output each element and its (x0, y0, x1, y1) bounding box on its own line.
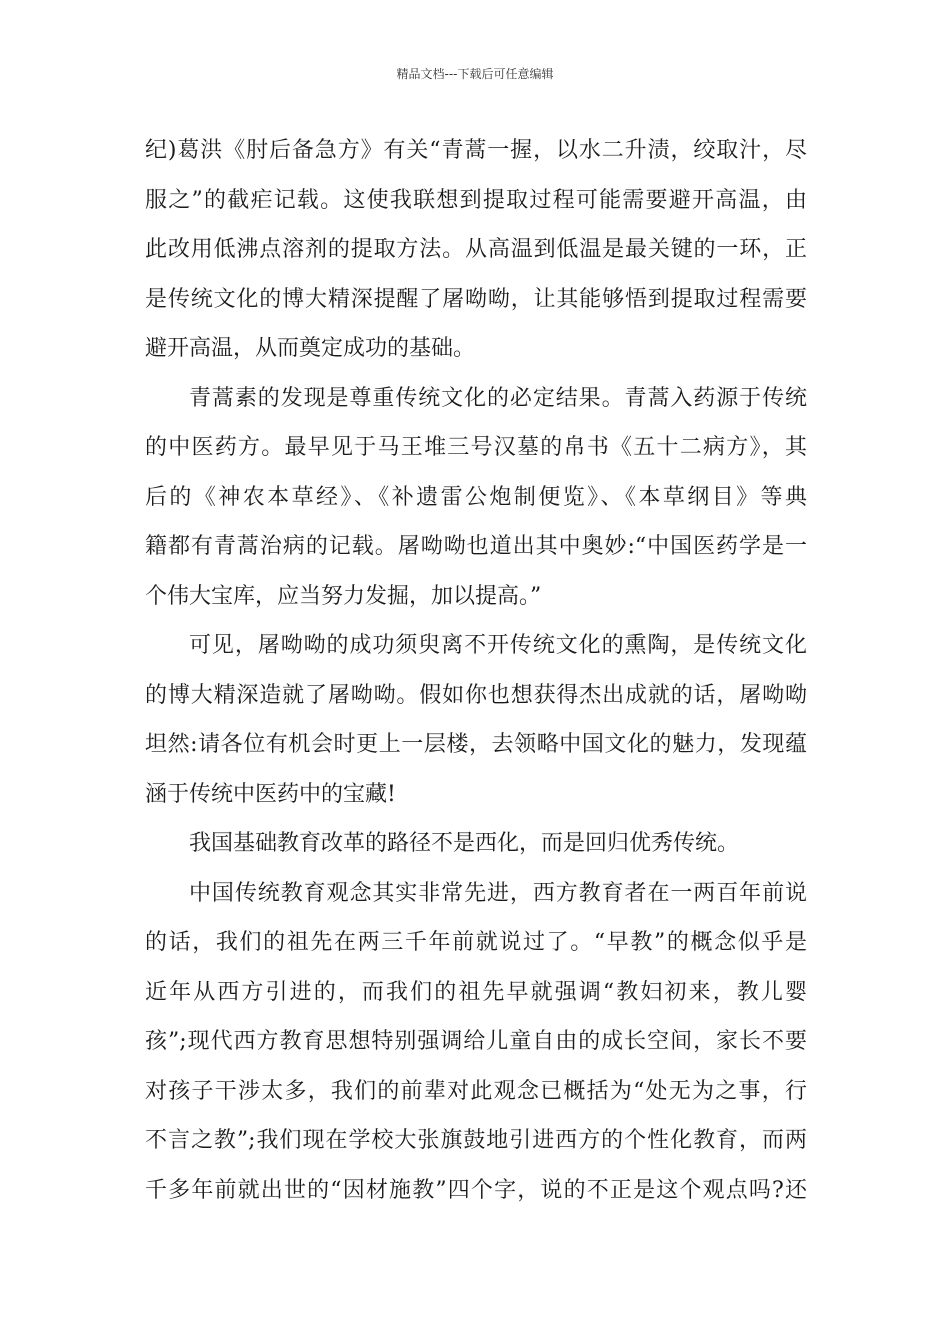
text-line: 籍都有青蒿治病的记载。屠呦呦也道出其中奥妙:“中国医药学是一 (145, 534, 807, 559)
text-line: 可见，屠呦呦的成功须臾离不开传统文化的熏陶，是传统文化 (189, 633, 807, 658)
text-line: 的话，我们的祖先在两三千年前就说过了。“早教”的概念似乎是 (145, 930, 807, 955)
text-line: 坦然:请各位有机会时更上一层楼，去领略中国文化的魅力，发现蕴 (145, 732, 807, 757)
text-line: 的博大精深造就了屠呦呦。假如你也想获得杰出成就的话，屠呦呦 (145, 682, 807, 708)
text-line: 青蒿素的发现是尊重传统文化的必定结果。青蒿入药源于传统 (189, 385, 807, 411)
text-line: 中国传统教育观念其实非常先进，西方教育者在一两百年前说 (189, 880, 807, 906)
text-line: 服之”的截疟记载。这使我联想到提取过程可能需要避开高温，由 (145, 187, 807, 213)
text-line: 涵于传统中医药中的宝藏! (145, 781, 396, 807)
text-line: 后的《神农本草经》、《补遗雷公炮制便览》、《本草纲目》等典 (145, 484, 807, 510)
text-line: 孩”;现代西方教育思想特别强调给儿童自由的成长空间，家长不要 (145, 1029, 807, 1054)
text-line: 此改用低沸点溶剂的提取方法。从高温到低温是最关键的一环，正 (145, 237, 807, 262)
text-line: 对孩子干涉太多，我们的前辈对此观念已概括为“处无为之事，行 (145, 1078, 807, 1104)
text-line: 是传统文化的博大精深提醒了屠呦呦，让其能够悟到提取过程需要 (145, 286, 807, 312)
text-line: 千多年前就出世的“因材施教”四个字，说的不正是这个观点吗?还 (145, 1177, 807, 1203)
text-line: 我国基础教育改革的路径不是西化，而是回归优秀传统。 (189, 831, 740, 856)
page-header: 精品文档---下载后可任意编辑 (396, 67, 554, 81)
text-line: 纪)葛洪《肘后备急方》有关“青蒿一握，以水二升渍，绞取汁，尽 (145, 138, 807, 163)
text-line: 个伟大宝库，应当努力发掘，加以提高。” (145, 583, 542, 609)
text-line: 的中医药方。最早见于马王堆三号汉墓的帛书《五十二病方》，其 (145, 435, 807, 460)
document-body (145, 126, 807, 1215)
text-line: 近年从西方引进的，而我们的祖先早就强调“教妇初来，教儿婴 (145, 979, 807, 1005)
text-line: 不言之教”;我们现在学校大张旗鼓地引进西方的个性化教育，而两 (145, 1128, 807, 1153)
text-line: 避开高温，从而奠定成功的基础。 (145, 336, 476, 361)
